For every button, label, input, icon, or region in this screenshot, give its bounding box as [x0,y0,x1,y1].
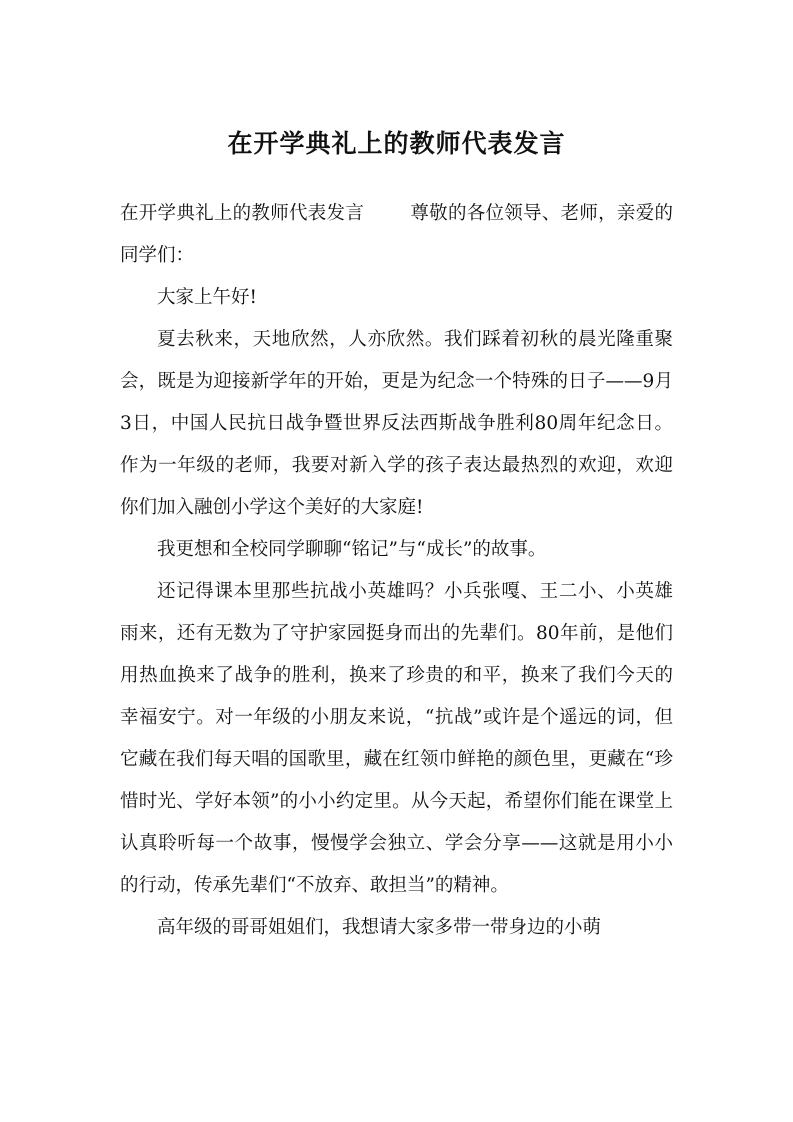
opening-paragraph [120,193,673,277]
body-paragraph-anniversary: 夏去秋来，天地欣然，人亦欣然。我们踩着初秋的晨光隆重聚会，既是为迎接新学年的开始，更是为纪念一个特殊的日子——9月3日，中国人民抗日战争暨世界反法西斯战争胜利80周年纪念日。作为一年级的老师，我要对新入学的孩子表达最热烈的欢迎，欢迎你们加入融创小学这个美好的大家庭! [120,329,673,518]
body-paragraph-heroes: 还记得课本里那些抗战小英雄吗？小兵张嘎、王二小、小英雄雨来，还有无数为了守护家园挺身而出的先辈们。80年前，是他们用热血换来了战争的胜利，换来了珍贵的和平，换来了我们今天的幸福安宁。对一年级的小朋友来说，“抗战”或许是个遥远的词，但它藏在我们每天唱的国歌里，藏在红领巾鲜艳的颜色里，更藏在“珍惜时光、学好本领”的小小约定里。从今天起，希望你们能在课堂上认真聆听每一个故事，慢慢学会独立、学会分享——这就是用小小的行动，传承先辈们“不放弃、敢担当”的精神。 [120,581,673,896]
document-title: 在开学典礼上的教师代表发言 [227,129,566,158]
greeting-paragraph: 大家上午好! [157,287,257,308]
body-paragraph-senior-students: 高年级的哥哥姐姐们，我想请大家多带一带身边的小萌 [157,917,602,938]
body-paragraph-story-intro: 我更想和全校同学聊聊“铭记”与“成长”的故事。 [157,539,547,560]
opening-lead-title: 在开学典礼上的教师代表发言 [120,203,365,224]
salutation-text: 尊敬的各位领导、老师，亲爱的同学们： [120,203,673,266]
document-body [120,193,673,949]
